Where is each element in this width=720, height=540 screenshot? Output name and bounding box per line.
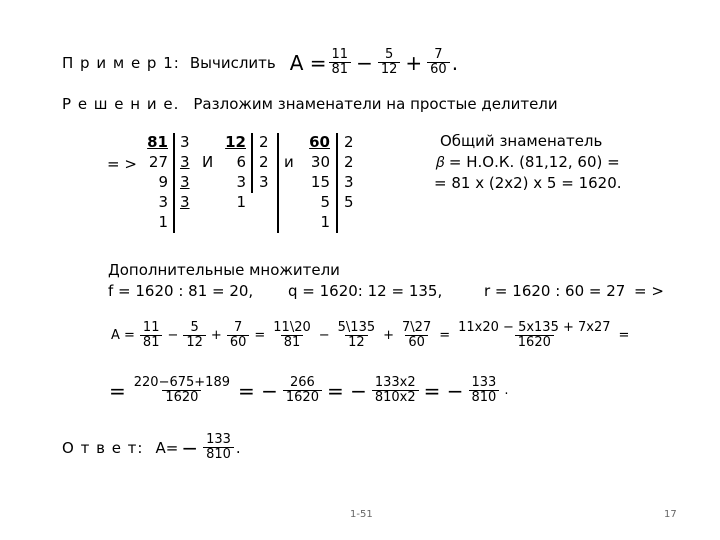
table12-left-2: 3 (236, 173, 246, 191)
calc1-lhs: A = (111, 328, 135, 344)
common-denominator-line2: = 81 x (2x2) x 5 = 1620. (434, 174, 622, 192)
calc2-end: . (504, 383, 509, 399)
common-denominator-line1: 𝛽 = Н.О.К. (81,12, 60) = (436, 153, 620, 171)
table81-left-0: 81 (147, 133, 168, 151)
answer-end: . (235, 438, 241, 457)
calc2-eq-1: = − (238, 378, 278, 403)
example-task: Вычислить (189, 53, 276, 72)
example-line (62, 48, 458, 78)
example-label: П р и м е р 1: (62, 53, 180, 72)
page-number: 17 (664, 509, 677, 520)
table60-right-2: 3 (344, 173, 354, 191)
solution-label: Р е ш е н и е. (62, 95, 180, 113)
multiplier-r: r = 1620 : 60 = 27 (484, 282, 626, 300)
calc1-fraction-b: $\frac{5}{12}$ (183, 321, 206, 351)
table12-divider-right (277, 133, 279, 233)
calc1-op-e: + (383, 328, 395, 344)
table81-left-4: 1 (158, 213, 168, 231)
table81-left-3: 3 (158, 193, 168, 211)
table12-right-2: 3 (259, 173, 269, 191)
answer-sign: − (181, 435, 199, 460)
calc2-fraction-c: $\frac{133x2}{810x2}$ (372, 376, 419, 406)
table60-right-3: 5 (344, 193, 354, 211)
calc1-op-d: − (318, 328, 330, 344)
multipliers-title: Дополнительные множители (108, 261, 340, 279)
answer-fraction: $\frac{133}{810}$ (203, 433, 234, 463)
calc1-fraction-a: $\frac{11}{81}$ (140, 321, 163, 351)
calc1-eq-2: = (439, 328, 451, 344)
calc2-fraction-d: $\frac{133}{810}$ (469, 376, 500, 406)
calc1-fraction-g: $\frac{7\backslash 27}{60}$ (402, 320, 432, 351)
example-end: . (451, 50, 459, 75)
example-lhs: A = (289, 50, 327, 75)
example-fraction-2: $\frac{5}{12}$ (378, 48, 401, 78)
table12-right-1: 2 (259, 153, 269, 171)
table81-right-1: 3 (180, 153, 190, 171)
factor-arrow: = > (107, 155, 137, 173)
footer-center: 1-51 (350, 509, 373, 520)
common-denominator-title: Общий знаменатель (440, 132, 603, 150)
table60-left-3: 5 (320, 193, 330, 211)
table60-right-1: 2 (344, 153, 354, 171)
multipliers-arrow: = > (634, 282, 664, 300)
answer-line (62, 433, 241, 463)
calc2-eq-3: = − (423, 378, 464, 403)
table81-right-3: 3 (180, 193, 190, 211)
solution-text: Разложим знаменатели на простые делители (193, 95, 558, 113)
table12-divider-left (251, 133, 253, 193)
calc1-eq-3: = (618, 328, 630, 344)
multiplier-f: f = 1620 : 81 = 20, (108, 282, 254, 300)
calc2-eq-0: = (109, 378, 126, 403)
calc1-fraction-h: $\frac{11x20 - 5x135 + 7x27}{1620}$ (458, 320, 611, 351)
calc2-fraction-a: $\frac{220-675+189}{1620}$ (133, 375, 230, 406)
table81-divider (173, 133, 175, 233)
calc1-op-a: − (167, 328, 179, 344)
calc2-eq-2: = − (326, 378, 367, 403)
calc-line-1 (108, 321, 632, 351)
table12-left-1: 6 (236, 153, 246, 171)
table12-right-0: 2 (259, 133, 269, 151)
table60-divider (336, 133, 338, 233)
calc-line-2 (106, 376, 511, 406)
table81-left-2: 9 (158, 173, 168, 191)
calc1-eq-1: = (254, 328, 266, 344)
factor-and-1: И (202, 153, 214, 171)
calc1-fraction-d: $\frac{11\backslash 20}{81}$ (273, 320, 311, 351)
table12-left-0: 12 (225, 133, 246, 151)
solution-line (62, 95, 558, 113)
example-fraction-1: $\frac{11}{81}$ (329, 48, 352, 78)
calc1-fraction-c: $\frac{7}{60}$ (227, 321, 250, 351)
calc1-op-b: + (210, 328, 222, 344)
table12-left-3: 1 (236, 193, 246, 211)
multiplier-q: q = 1620: 12 = 135, (288, 282, 443, 300)
answer-lhs: A= (155, 438, 179, 457)
example-op-minus: − (356, 50, 373, 75)
table60-left-1: 30 (310, 153, 330, 171)
table60-left-4: 1 (320, 213, 330, 231)
table81-left-1: 27 (148, 153, 168, 171)
example-fraction-3: $\frac{7}{60}$ (427, 48, 450, 78)
table60-left-0: 60 (309, 133, 330, 151)
example-op-plus: + (405, 50, 423, 75)
answer-label: О т в е т: (62, 438, 144, 457)
table60-left-2: 15 (310, 173, 330, 191)
table60-right-0: 2 (344, 133, 354, 151)
table81-right-2: 3 (180, 173, 190, 191)
calc1-fraction-e: $\frac{5\backslash 135}{12}$ (337, 320, 376, 351)
table81-right-0: 3 (180, 133, 190, 151)
factor-and-2: и (284, 153, 294, 171)
calc2-fraction-b: $\frac{266}{1620}$ (283, 376, 322, 406)
